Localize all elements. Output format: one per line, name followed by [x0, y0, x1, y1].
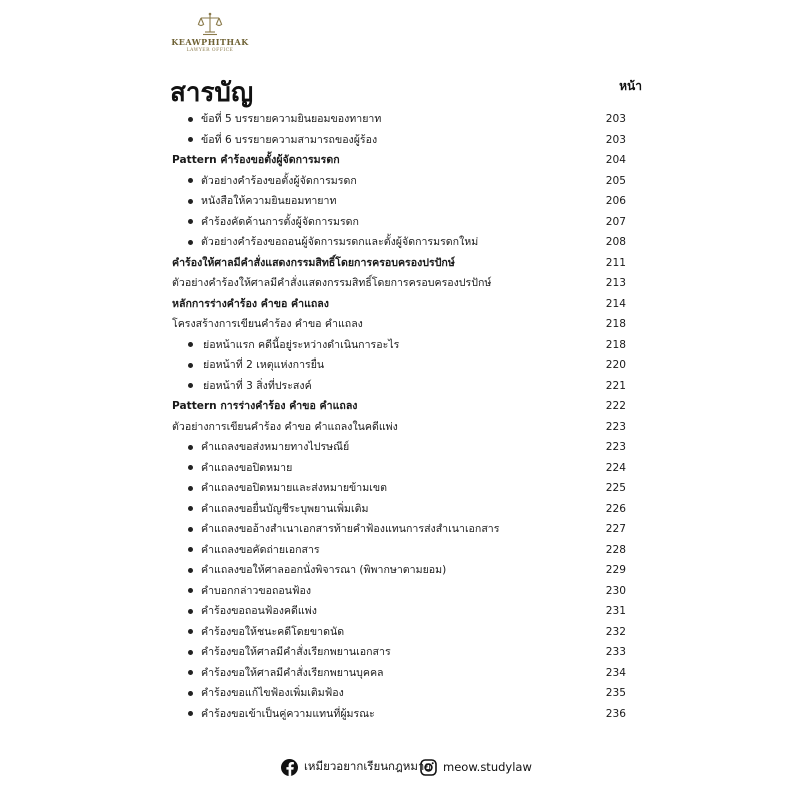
toc-entry-title: คำแถลงขอยื่นบัญชีระบุพยานเพิ่มเติม — [201, 502, 369, 515]
toc-entry-page: 213 — [605, 277, 626, 289]
facebook-link[interactable] — [281, 756, 431, 778]
toc-entry — [0, 417, 800, 438]
toc-entry — [0, 191, 800, 212]
toc-entry — [0, 314, 800, 335]
toc-entry-page: 229 — [605, 564, 626, 576]
toc-entry-title: คำแถลงขออ้างสำเนาเอกสารท้ายคำฟ้องแทนการส่งสำเนาเอกสาร — [201, 523, 500, 535]
toc-entry-title: ย่อหน้าแรก คดีนี้อยู่ระหว่างดำเนินการอะไร — [203, 338, 400, 351]
toc-entry-page: 206 — [605, 195, 626, 207]
toc-entry-page: 221 — [605, 379, 626, 392]
toc-entry-title: โครงสร้างการเขียนคำร้อง คำขอ คำแถลง — [172, 318, 363, 330]
toc-entry-page: 222 — [605, 400, 626, 412]
toc-entry — [0, 458, 800, 479]
toc-entry — [0, 601, 800, 622]
toc-entry-title: Pattern คำร้องขอตั้งผู้จัดการมรดก — [172, 154, 340, 166]
toc-entry-page: 203 — [605, 133, 626, 146]
bullet-icon — [188, 588, 193, 593]
toc-entry-title: คำร้องขอให้ศาลมีคำสั่งเรียกพยานเอกสาร — [201, 646, 391, 658]
toc-entry-page: 207 — [605, 215, 626, 228]
bullet-icon — [188, 568, 193, 573]
toc-entry-page: 220 — [605, 359, 626, 371]
toc-entry-page: 218 — [605, 318, 626, 330]
toc-entry-page: 208 — [605, 236, 626, 248]
toc-entry — [0, 130, 800, 151]
page-column-header: หน้า — [619, 79, 642, 93]
toc-entry-title: หลักการร่างคำร้อง คำขอ คำแถลง — [172, 297, 329, 310]
toc-entry — [0, 212, 800, 233]
toc-entry — [0, 355, 800, 376]
toc-entry — [0, 171, 800, 192]
toc-entry-page: 211 — [605, 256, 626, 269]
toc-entry-page: 231 — [605, 605, 626, 617]
toc-entry-title: ย่อหน้าที่ 2 เหตุแห่งการยื่น — [203, 359, 325, 371]
toc-entry — [0, 683, 800, 704]
toc-entry-page: 224 — [605, 461, 626, 474]
toc-entry-title: ตัวอย่างการเขียนคำร้อง คำขอ คำแถลงในคดีแพ่ง — [172, 420, 398, 433]
bullet-icon — [188, 609, 193, 614]
toc-entry-title: ย่อหน้าที่ 3 สิ่งที่ประสงค์ — [203, 379, 312, 392]
instagram-icon — [420, 759, 437, 776]
toc-entry — [0, 560, 800, 581]
logo-brand: KEAWPHITHAK — [171, 37, 249, 47]
bullet-icon — [188, 363, 193, 368]
toc-entry-page: 218 — [605, 338, 626, 351]
toc-entry — [0, 150, 800, 171]
toc-entry-title: คำแถลงขอส่งหมายทางไปรษณีย์ — [201, 441, 350, 453]
bullet-icon — [188, 486, 193, 491]
bullet-icon — [188, 629, 193, 634]
toc-entry — [0, 581, 800, 602]
bullet-icon — [188, 506, 193, 511]
toc-entry-page: 236 — [605, 707, 626, 720]
toc-entry-title: หนังสือให้ความยินยอมทายาท — [201, 195, 337, 207]
footer — [0, 756, 800, 778]
logo — [160, 12, 260, 53]
toc-entry-title: Pattern การร่างคำร้อง คำขอ คำแถลง — [172, 400, 358, 412]
toc-entry-page: 232 — [605, 625, 626, 638]
bullet-icon — [188, 137, 193, 142]
bullet-icon — [188, 178, 193, 183]
toc-entry-page: 234 — [605, 666, 626, 679]
toc-entry-title: คำร้องขอถอนฟ้องคดีแพ่ง — [201, 605, 317, 617]
toc-entry-page: 228 — [605, 543, 626, 556]
toc-entry-title: คำร้องขอแก้ไขฟ้องเพิ่มเติมฟ้อง — [201, 687, 344, 699]
toc-entry-title: คำแถลงขอคัดถ่ายเอกสาร — [201, 543, 320, 556]
toc-entry-page: 235 — [605, 687, 626, 699]
toc-entry-page: 205 — [605, 174, 626, 187]
bullet-icon — [188, 650, 193, 655]
toc-entry — [0, 232, 800, 253]
toc-entry-page: 226 — [605, 502, 626, 515]
toc-entry-title: คำร้องขอให้ชนะคดีโดยขาดนัด — [201, 625, 345, 638]
toc-entry-title: คำบอกกล่าวขอถอนฟ้อง — [201, 584, 311, 597]
toc-entry-title: คำแถลงขอปิดหมายและส่งหมายข้ามเขต — [201, 482, 387, 494]
toc-entry-page: 233 — [605, 646, 626, 658]
toc-entry-title: คำร้องขอให้ศาลมีคำสั่งเรียกพยานบุคคล — [201, 666, 384, 679]
toc-entry-title: คำแถลงขอให้ศาลออกนั่งพิจารณา (พิพากษาตามยอม) — [201, 564, 447, 576]
toc-entry — [0, 109, 800, 130]
table-of-contents — [0, 109, 800, 724]
toc-entry — [0, 253, 800, 274]
toc-entry-title: คำแถลงขอปิดหมาย — [201, 461, 293, 474]
toc-entry-title: ข้อที่ 5 บรรยายความยินยอมของทายาท — [201, 113, 382, 125]
toc-entry-page: 223 — [605, 441, 626, 453]
toc-entry — [0, 540, 800, 561]
bullet-icon — [188, 711, 193, 716]
toc-entry-page: 227 — [605, 523, 626, 535]
toc-entry — [0, 376, 800, 397]
toc-entry — [0, 642, 800, 663]
toc-entry — [0, 499, 800, 520]
toc-entry-title: คำร้องคัดค้านการตั้งผู้จัดการมรดก — [201, 215, 359, 228]
bullet-icon — [188, 219, 193, 224]
toc-entry-page: 225 — [605, 482, 626, 494]
toc-entry — [0, 294, 800, 315]
toc-entry-title: ข้อที่ 6 บรรยายความสามารถของผู้ร้อง — [201, 133, 378, 146]
toc-entry — [0, 437, 800, 458]
toc-entry — [0, 704, 800, 725]
toc-entry-page: 204 — [605, 154, 626, 166]
bullet-icon — [188, 445, 193, 450]
toc-entry — [0, 622, 800, 643]
instagram-label: meow.studylaw — [443, 760, 532, 774]
page-title: สารบัญ — [170, 78, 254, 108]
toc-entry — [0, 663, 800, 684]
bullet-icon — [188, 465, 193, 470]
toc-entry-title: ตัวอย่างคำร้องให้ศาลมีคำสั่งแสดงกรรมสิทธิ์โดยการครอบครองปรปักษ์ — [172, 277, 492, 289]
toc-entry — [0, 273, 800, 294]
toc-entry-title: คำร้องให้ศาลมีคำสั่งแสดงกรรมสิทธิ์โดยการครอบครองปรปักษ์ — [172, 256, 455, 269]
bullet-icon — [188, 383, 193, 388]
bullet-icon — [188, 691, 193, 696]
bullet-icon — [188, 199, 193, 204]
toc-entry-title: คำร้องขอเข้าเป็นคู่ความแทนที่ผู้มรณะ — [201, 707, 375, 720]
toc-entry-page: 203 — [605, 113, 626, 125]
scales-of-justice-icon — [197, 12, 223, 36]
bullet-icon — [188, 527, 193, 532]
toc-entry — [0, 478, 800, 499]
instagram-link[interactable] — [420, 756, 532, 778]
bullet-icon — [188, 117, 193, 122]
toc-entry — [0, 396, 800, 417]
bullet-icon — [188, 342, 193, 347]
toc-entry-page: 230 — [605, 584, 626, 597]
bullet-icon — [188, 547, 193, 552]
toc-entry-page: 214 — [605, 297, 626, 310]
toc-entry-title: ตัวอย่างคำร้องขอถอนผู้จัดการมรดกและตั้งผู้จัดการมรดกใหม่ — [201, 236, 479, 248]
toc-entry-title: ตัวอย่างคำร้องขอตั้งผู้จัดการมรดก — [201, 174, 357, 187]
toc-entry-page: 223 — [605, 420, 626, 433]
bullet-icon — [188, 240, 193, 245]
toc-entry — [0, 519, 800, 540]
toc-entry — [0, 335, 800, 356]
logo-subtitle: LAWYER OFFICE — [186, 48, 234, 53]
facebook-icon — [281, 759, 298, 776]
bullet-icon — [188, 670, 193, 675]
facebook-label: เหมียวอยากเรียนกฎหมาย — [304, 759, 432, 773]
